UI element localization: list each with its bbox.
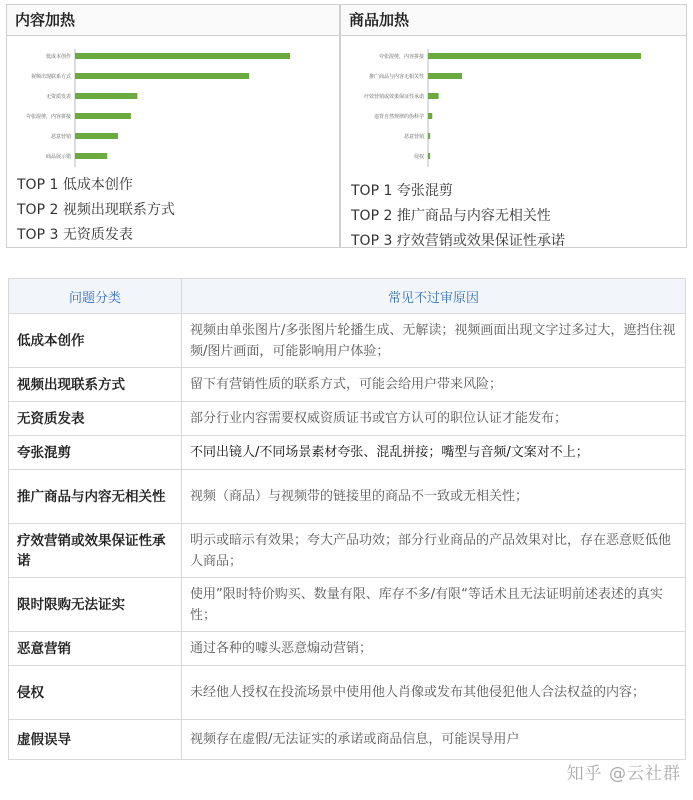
bar-category-label: 无资质发表: [45, 94, 71, 100]
bar: [75, 113, 131, 119]
table-row: [9, 436, 686, 470]
row-category: 恶意营销: [9, 632, 182, 666]
bar: [75, 153, 107, 159]
row-category: 侵权: [9, 666, 182, 720]
bar: [428, 53, 641, 59]
table-row: [9, 524, 686, 578]
table-header-row: [9, 279, 686, 314]
bar-category-label: 疗效营销或效果保证性承诺: [363, 94, 424, 100]
review-reasons-table-wrap: [8, 278, 686, 760]
row-category: 推广商品与内容无相关性: [9, 470, 182, 524]
product-heat-panel: [340, 4, 687, 248]
bar: [75, 133, 118, 139]
zhihu-watermark: 知乎 @云社群: [566, 764, 681, 784]
table-row: [9, 578, 686, 632]
row-category: 无资质发表: [9, 402, 182, 436]
product-top-2: TOP 2 推广商品与内容无相关性: [351, 208, 551, 224]
product-heat-bar-chart: [347, 39, 667, 169]
product-top-1: TOP 1 夸张混剪: [351, 183, 453, 199]
bar: [428, 133, 430, 139]
table-row: [9, 368, 686, 402]
bar-category-label: 恶意营销: [50, 134, 71, 140]
header-reason: 常见不过审原因: [182, 279, 686, 314]
bar-category-label: 侵权: [413, 154, 424, 160]
product-top-list: [351, 179, 565, 254]
bar-category-label: 夸张混剪，内容拼接: [25, 114, 71, 120]
row-category: 疗效营销或效果保证性承诺: [9, 524, 182, 578]
content-heat-bar-chart: [13, 39, 333, 169]
content-heat-panel: [6, 4, 340, 248]
bar: [428, 153, 430, 159]
bar: [428, 93, 439, 99]
bar-category-label: 视频出现联系方式: [30, 74, 71, 80]
header-category: 问题分类: [9, 279, 182, 314]
table-row: [9, 402, 686, 436]
row-category: 限时限购无法证实: [9, 578, 182, 632]
row-category: 夸张混剪: [9, 436, 182, 470]
content-top-2: TOP 2 视频出现联系方式: [17, 202, 175, 218]
bar-category-label: 推广商品与内容无相关性: [368, 74, 424, 80]
bar: [75, 93, 137, 99]
row-reason: 视频由单张图片/多张图片轮播生成、无解读；视频画面出现文字过多过大，遮挡住视频/图片画面，可能影响用户体验；: [182, 314, 686, 368]
bar-category-label: 商品展示错: [45, 154, 71, 160]
row-reason: 视频（商品）与视频带的链接里的商品不一致或无相关性；: [182, 470, 686, 524]
row-reason: 通过各种的噱头恶意煽动营销；: [182, 632, 686, 666]
bar-category-label: 夸张混剪，内容拼接: [378, 54, 424, 60]
content-top-list: [17, 173, 175, 248]
row-category: 虚假误导: [9, 720, 182, 760]
bar: [428, 73, 462, 79]
table-row: [9, 720, 686, 760]
table-row: [9, 632, 686, 666]
row-reason: 部分行业内容需要权威资质证书或官方认可的职位认证才能发布；: [182, 402, 686, 436]
row-reason: 不同出镜人/不同场景素材夸张、混乱拼接；嘴型与音频/文案对不上；: [182, 436, 686, 470]
row-category: 视频出现联系方式: [9, 368, 182, 402]
product-top-3: TOP 3 疗效营销或效果保证性承诺: [351, 233, 565, 249]
row-reason: 使用”限时特价购买、数量有限、库存不多/有限“等话术且无法证明前述表述的真实性；: [182, 578, 686, 632]
row-reason: 未经他人授权在投流场景中使用他人肖像或发布其他侵犯他人合法权益的内容；: [182, 666, 686, 720]
bar-category-label: 低成本创作: [45, 54, 71, 60]
row-category: 低成本创作: [9, 314, 182, 368]
row-reason: 留下有营销性质的联系方式，可能会给用户带来风险；: [182, 368, 686, 402]
product-heat-chart: [347, 39, 667, 169]
review-reasons-table: [8, 278, 686, 760]
table-row: [9, 314, 686, 368]
chart-panels: [6, 0, 687, 250]
content-top-3: TOP 3 无资质发表: [17, 227, 133, 243]
bar-category-label: 恶意营销: [403, 134, 424, 140]
table-row: [9, 666, 686, 720]
content-top-1: TOP 1 低成本创作: [17, 177, 133, 193]
bar: [75, 73, 249, 79]
product-heat-title: 商品加热: [341, 5, 686, 36]
bar-category-label: 违背自然规律的伪科学: [373, 114, 424, 120]
bar: [428, 113, 432, 119]
row-reason: 明示或暗示有效果；夸大产品功效；部分行业商品的产品效果对比，存在恶意贬低他人商品；: [182, 524, 686, 578]
table-row: [9, 470, 686, 524]
bar: [75, 53, 290, 59]
row-reason: 视频存在虚假/无法证实的承诺或商品信息，可能误导用户: [182, 720, 686, 760]
content-heat-chart: [13, 39, 333, 169]
content-heat-title: 内容加热: [7, 5, 339, 36]
